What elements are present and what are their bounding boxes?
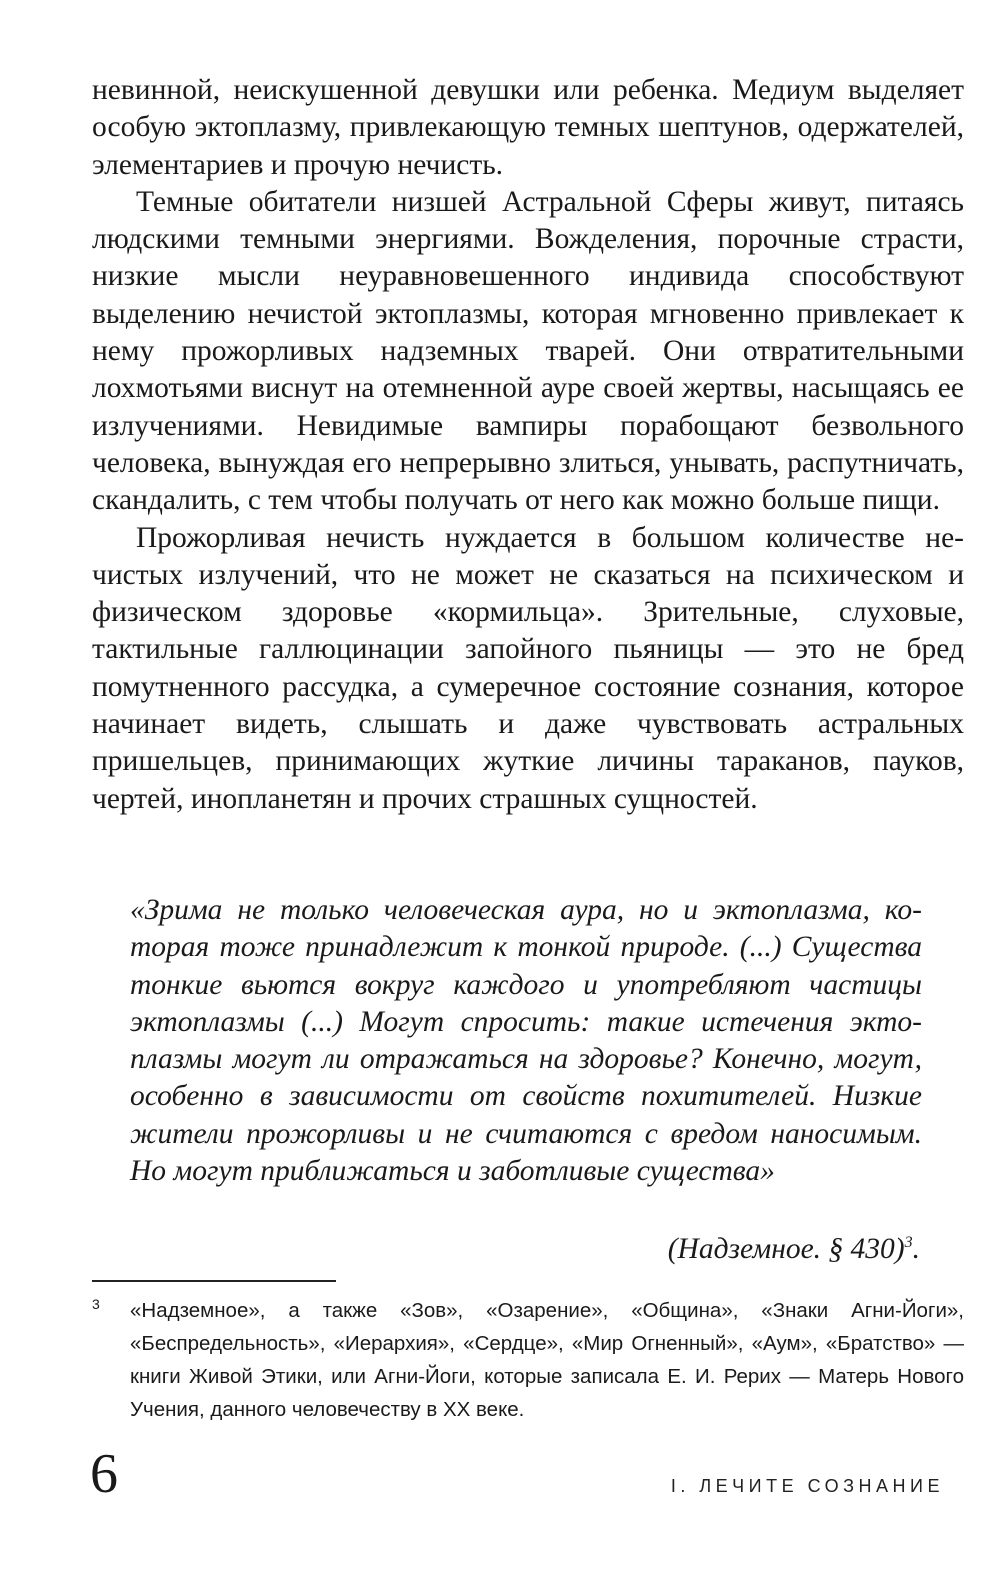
footnote-divider (92, 1280, 336, 1282)
paragraph-1: невинной, неискушенной девушки или ребенка. Медиум выделяет особую эктоплазму, привлекающую темных шептунов, одержателей, элементариев и прочую нечисть. (92, 74, 964, 181)
footnote (92, 1294, 964, 1426)
footnote-text: «Надземное», а также «Зов», «Озарение», «Община», «Знаки Агни-Йоги», «Беспредельность», «Иерархия», «Сердце», «Мир Огненный», «Аум», «Братство» — книги Живой Этики, или Агни-Йоги, которые записала Е. И. Рерих — Матерь Нового Учения, данного человечеству в XX веке. (130, 1299, 964, 1421)
running-head: I. ЛЕЧИТЕ СОЗНАНИЕ (670, 1476, 944, 1496)
quote-source-text: (Надземное. § 430) (667, 1232, 905, 1265)
main-text (92, 72, 964, 818)
block-quote: «Зрима не только человеческая аура, но и эктоплазма, которая тоже принадлежит к тонкой природе. (...) Существа тонкие вьются вокруг каждого и употребляют частицы эктоплазмы (...) Могут спросить: такие истечения эктоплазмы могут ли отражаться на здоровье? Конечно, могут, особенно в зависимости от свойств похитителей. Низкие жители прожорливы и не считаются с вредом наносимым. Но могут приближаться и заботливые существа» (130, 894, 922, 1188)
quote-source (668, 1224, 920, 1268)
paragraph-3: Прожорливая нечисть нуждается в большом количестве нечистых излучений, что не может не сказаться на психическом и физическом здоровье «кормильца». Зрительные, слуховые, тактильные галлюцинации запойного пьяницы — это не бред помутненного рассудка, а сумеречное состояние сознания, которое начинает видеть, слышать и даже чувствовать астральных пришельцев, принимающих жуткие личины тараканов, пауков, чертей, инопланетян и прочих страшных сущностей. (92, 521, 964, 815)
paragraph-2: Темные обитатели низшей Астральной Сферы живут, питаясь людскими темными энергиями. Вожделения, порочные страсти, низкие мысли неуравновешенного индивида способствуют выделению нечистой эктоплазмы, которая мгновенно привлекает к нему прожорливых надземных тварей. Они отвратительными лохмотьями виснут на отемненной ауре своей жертвы, насыщаясь ее излучениями. Невидимые вампиры порабощают безвольного человека, вынуждая его непрерывно злиться, унывать, распутничать, скандалить, с тем чтобы получать от него как можно больше пищи. (92, 185, 964, 517)
quote-source-tail: . (912, 1232, 920, 1265)
footnote-number: 3 (92, 1296, 100, 1312)
page-number: 6 (90, 1443, 118, 1505)
footnote-reference[interactable]: 3 (904, 1234, 913, 1251)
